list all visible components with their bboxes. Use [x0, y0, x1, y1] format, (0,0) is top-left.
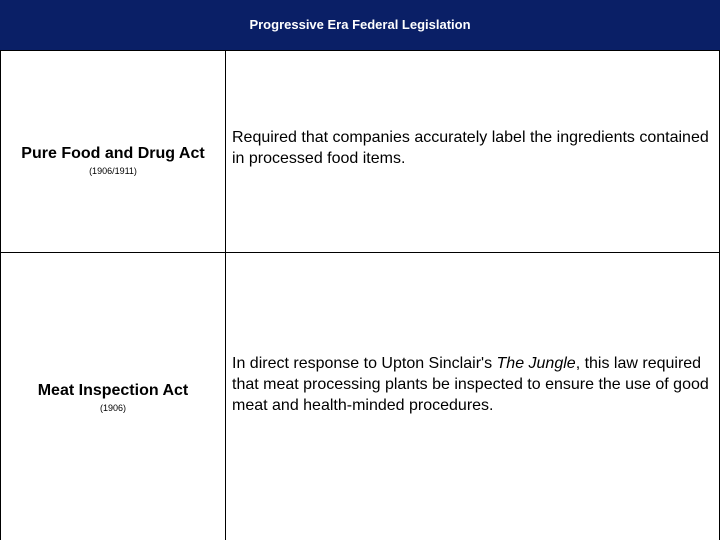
act-name: Meat Inspection Act [37, 382, 189, 399]
act-description: Required that companies accurately label the ingredients contained in processed food items. [232, 128, 709, 167]
table-row [1, 253, 720, 540]
act-description [232, 353, 713, 416]
act-description-cell [226, 253, 720, 540]
act-year: (1906) [99, 403, 126, 413]
act-name: Pure Food and Drug Act [21, 145, 205, 162]
book-title: The Jungle [496, 355, 576, 372]
description-suffix: , this law required that meat processing plants be inspected to ensure the use of good meat and health-minded procedures. [232, 355, 709, 414]
legislation-table [0, 50, 720, 540]
act-year: (1906/1911) [89, 166, 137, 176]
description-prefix: In direct response to Upton Sinclair's [232, 355, 497, 372]
act-name-cell [1, 253, 226, 540]
act-description-cell [226, 51, 720, 253]
header-bar [0, 0, 720, 50]
act-name-cell [1, 51, 226, 253]
page-title: Progressive Era Federal Legislation [249, 16, 471, 32]
table-row [1, 51, 720, 253]
